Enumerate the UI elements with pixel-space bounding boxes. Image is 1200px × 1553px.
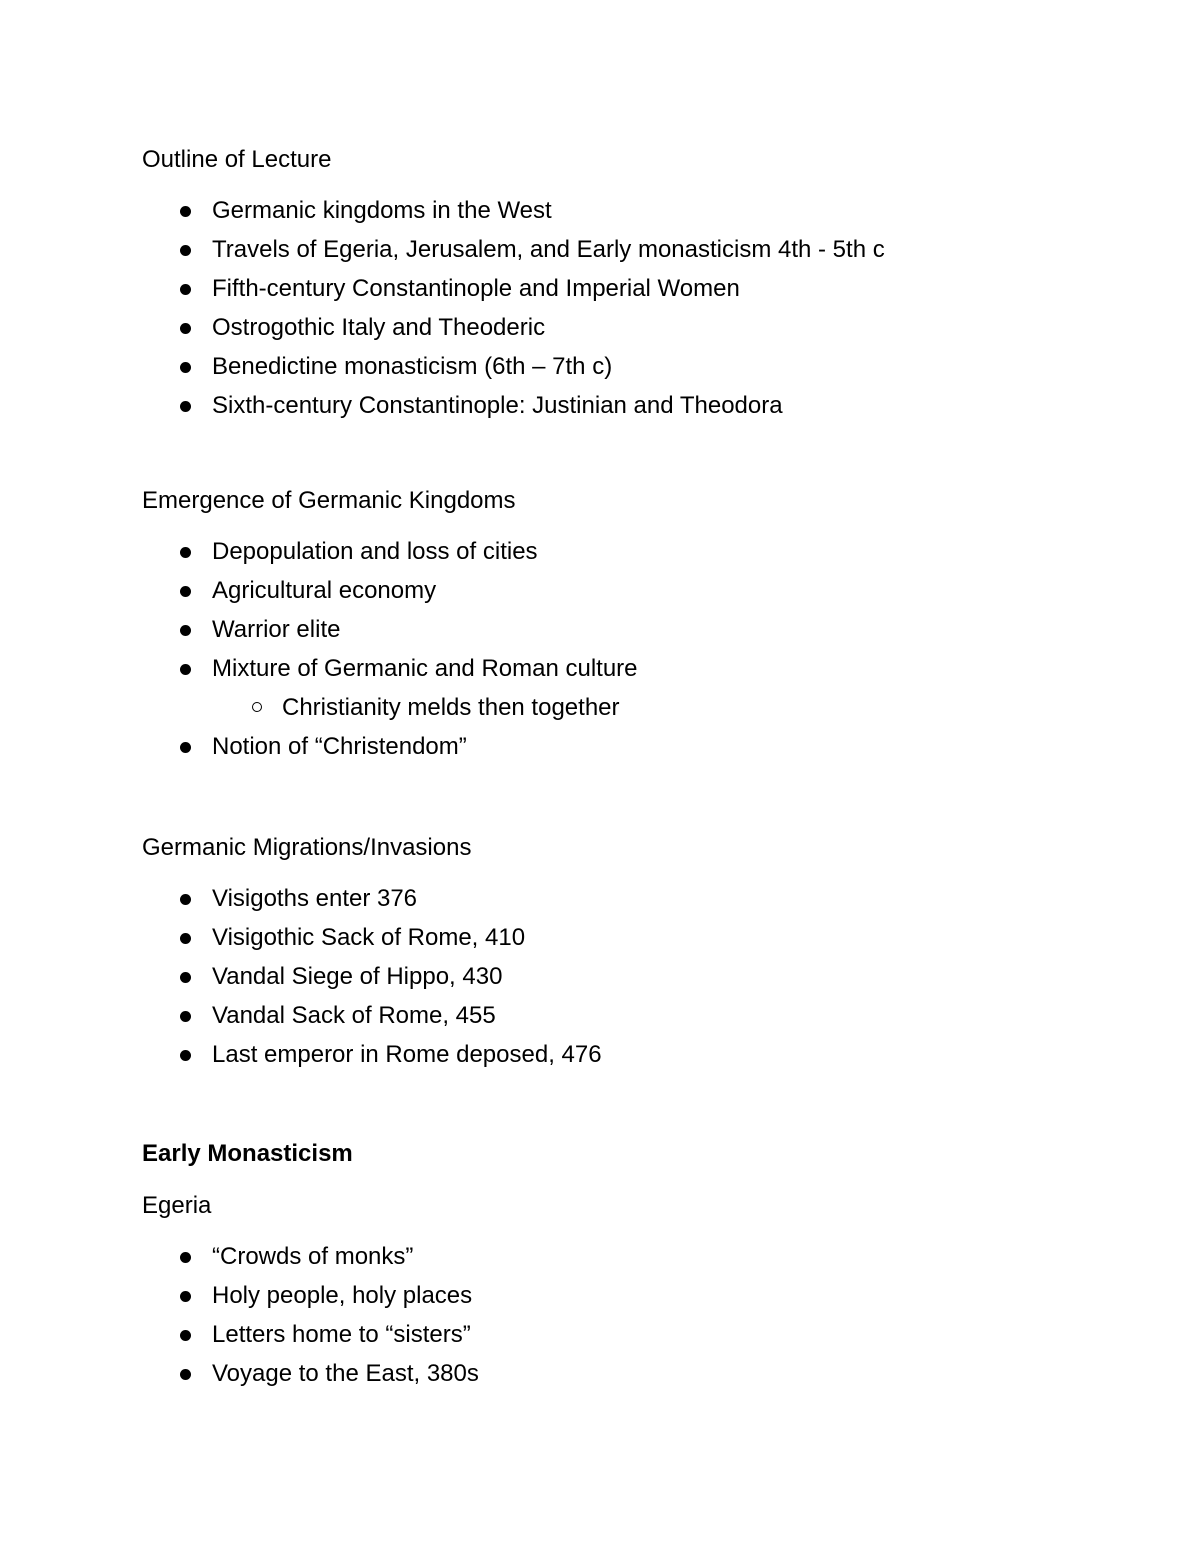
list-item-text: Sixth-century Constantinople: Justinian and Theodora — [212, 392, 783, 419]
list-item — [142, 347, 1102, 386]
list-item — [142, 1276, 1102, 1315]
monasticism-list — [142, 1237, 1102, 1393]
bullet-icon — [180, 933, 191, 944]
bullet-icon — [180, 1011, 191, 1022]
sub-list-item — [142, 688, 1102, 727]
list-item-text: Letters home to “sisters” — [212, 1321, 471, 1348]
monasticism-heading: Early Monasticism — [142, 1140, 353, 1167]
list-item — [142, 230, 1102, 269]
list-item-text: “Crowds of monks” — [212, 1243, 414, 1270]
list-item-text: Agricultural economy — [212, 577, 437, 604]
list-item-text: Travels of Egeria, Jerusalem, and Early monasticism 4th - 5th c — [212, 236, 885, 263]
list-item — [142, 957, 1102, 996]
list-item — [142, 1354, 1102, 1393]
outline-section — [142, 140, 1102, 425]
list-item-text: Visigothic Sack of Rome, 410 — [212, 924, 526, 951]
list-item — [142, 996, 1102, 1035]
bullet-icon — [180, 323, 191, 334]
list-item-text: Fifth-century Constantinople and Imperial Women — [212, 275, 740, 302]
bullet-icon — [180, 547, 191, 558]
list-item-text: Vandal Sack of Rome, 455 — [212, 1002, 496, 1029]
sub-list-item-text: Christianity melds then together — [282, 694, 620, 721]
migrations-heading: Germanic Migrations/Invasions — [142, 834, 472, 861]
list-item-text: Germanic kingdoms in the West — [212, 197, 552, 224]
list-item — [142, 610, 1102, 649]
bullet-icon — [180, 1330, 191, 1341]
list-item-text: Voyage to the East, 380s — [212, 1360, 479, 1387]
bullet-icon — [180, 894, 191, 905]
bullet-icon — [180, 245, 191, 256]
emergence-list-continued — [142, 727, 1102, 766]
outline-heading: Outline of Lecture — [142, 146, 332, 173]
list-item — [142, 1035, 1102, 1074]
list-item — [142, 191, 1102, 230]
list-item-text: Vandal Siege of Hippo, 430 — [212, 963, 503, 990]
migrations-section — [142, 828, 1102, 1074]
outline-list — [142, 191, 1102, 425]
list-item-text: Notion of “Christendom” — [212, 733, 467, 760]
bullet-icon — [180, 586, 191, 597]
hollow-bullet-icon — [252, 702, 262, 712]
bullet-icon — [180, 625, 191, 636]
bullet-icon — [180, 362, 191, 373]
bullet-icon — [180, 401, 191, 412]
emergence-heading: Emergence of Germanic Kingdoms — [142, 487, 516, 514]
list-item — [142, 532, 1102, 571]
list-item — [142, 879, 1102, 918]
bullet-icon — [180, 972, 191, 983]
bullet-icon — [180, 206, 191, 217]
bullet-icon — [180, 1369, 191, 1380]
list-item-text: Ostrogothic Italy and Theoderic — [212, 314, 546, 341]
list-item — [142, 918, 1102, 957]
egeria-subheading: Egeria — [142, 1192, 212, 1219]
emergence-section — [142, 481, 1102, 766]
list-item-text: Visigoths enter 376 — [212, 885, 418, 912]
list-item-text: Benedictine monasticism (6th – 7th c) — [212, 353, 613, 380]
list-item-text: Last emperor in Rome deposed, 476 — [212, 1041, 602, 1068]
bullet-icon — [180, 1252, 191, 1263]
list-item — [142, 571, 1102, 610]
list-item-text: Warrior elite — [212, 616, 341, 643]
list-item — [142, 649, 1102, 688]
monasticism-section — [142, 1134, 1102, 1393]
list-item — [142, 269, 1102, 308]
emergence-list — [142, 532, 1102, 688]
list-item — [142, 727, 1102, 766]
bullet-icon — [180, 742, 191, 753]
bullet-icon — [180, 664, 191, 675]
migrations-list — [142, 879, 1102, 1074]
bullet-icon — [180, 1050, 191, 1061]
list-item-text: Mixture of Germanic and Roman culture — [212, 655, 638, 682]
list-item-text: Holy people, holy places — [212, 1282, 473, 1309]
list-item-text: Depopulation and loss of cities — [212, 538, 538, 565]
bullet-icon — [180, 284, 191, 295]
list-item — [142, 386, 1102, 425]
list-item — [142, 1315, 1102, 1354]
bullet-icon — [180, 1291, 191, 1302]
list-item — [142, 1237, 1102, 1276]
list-item — [142, 308, 1102, 347]
